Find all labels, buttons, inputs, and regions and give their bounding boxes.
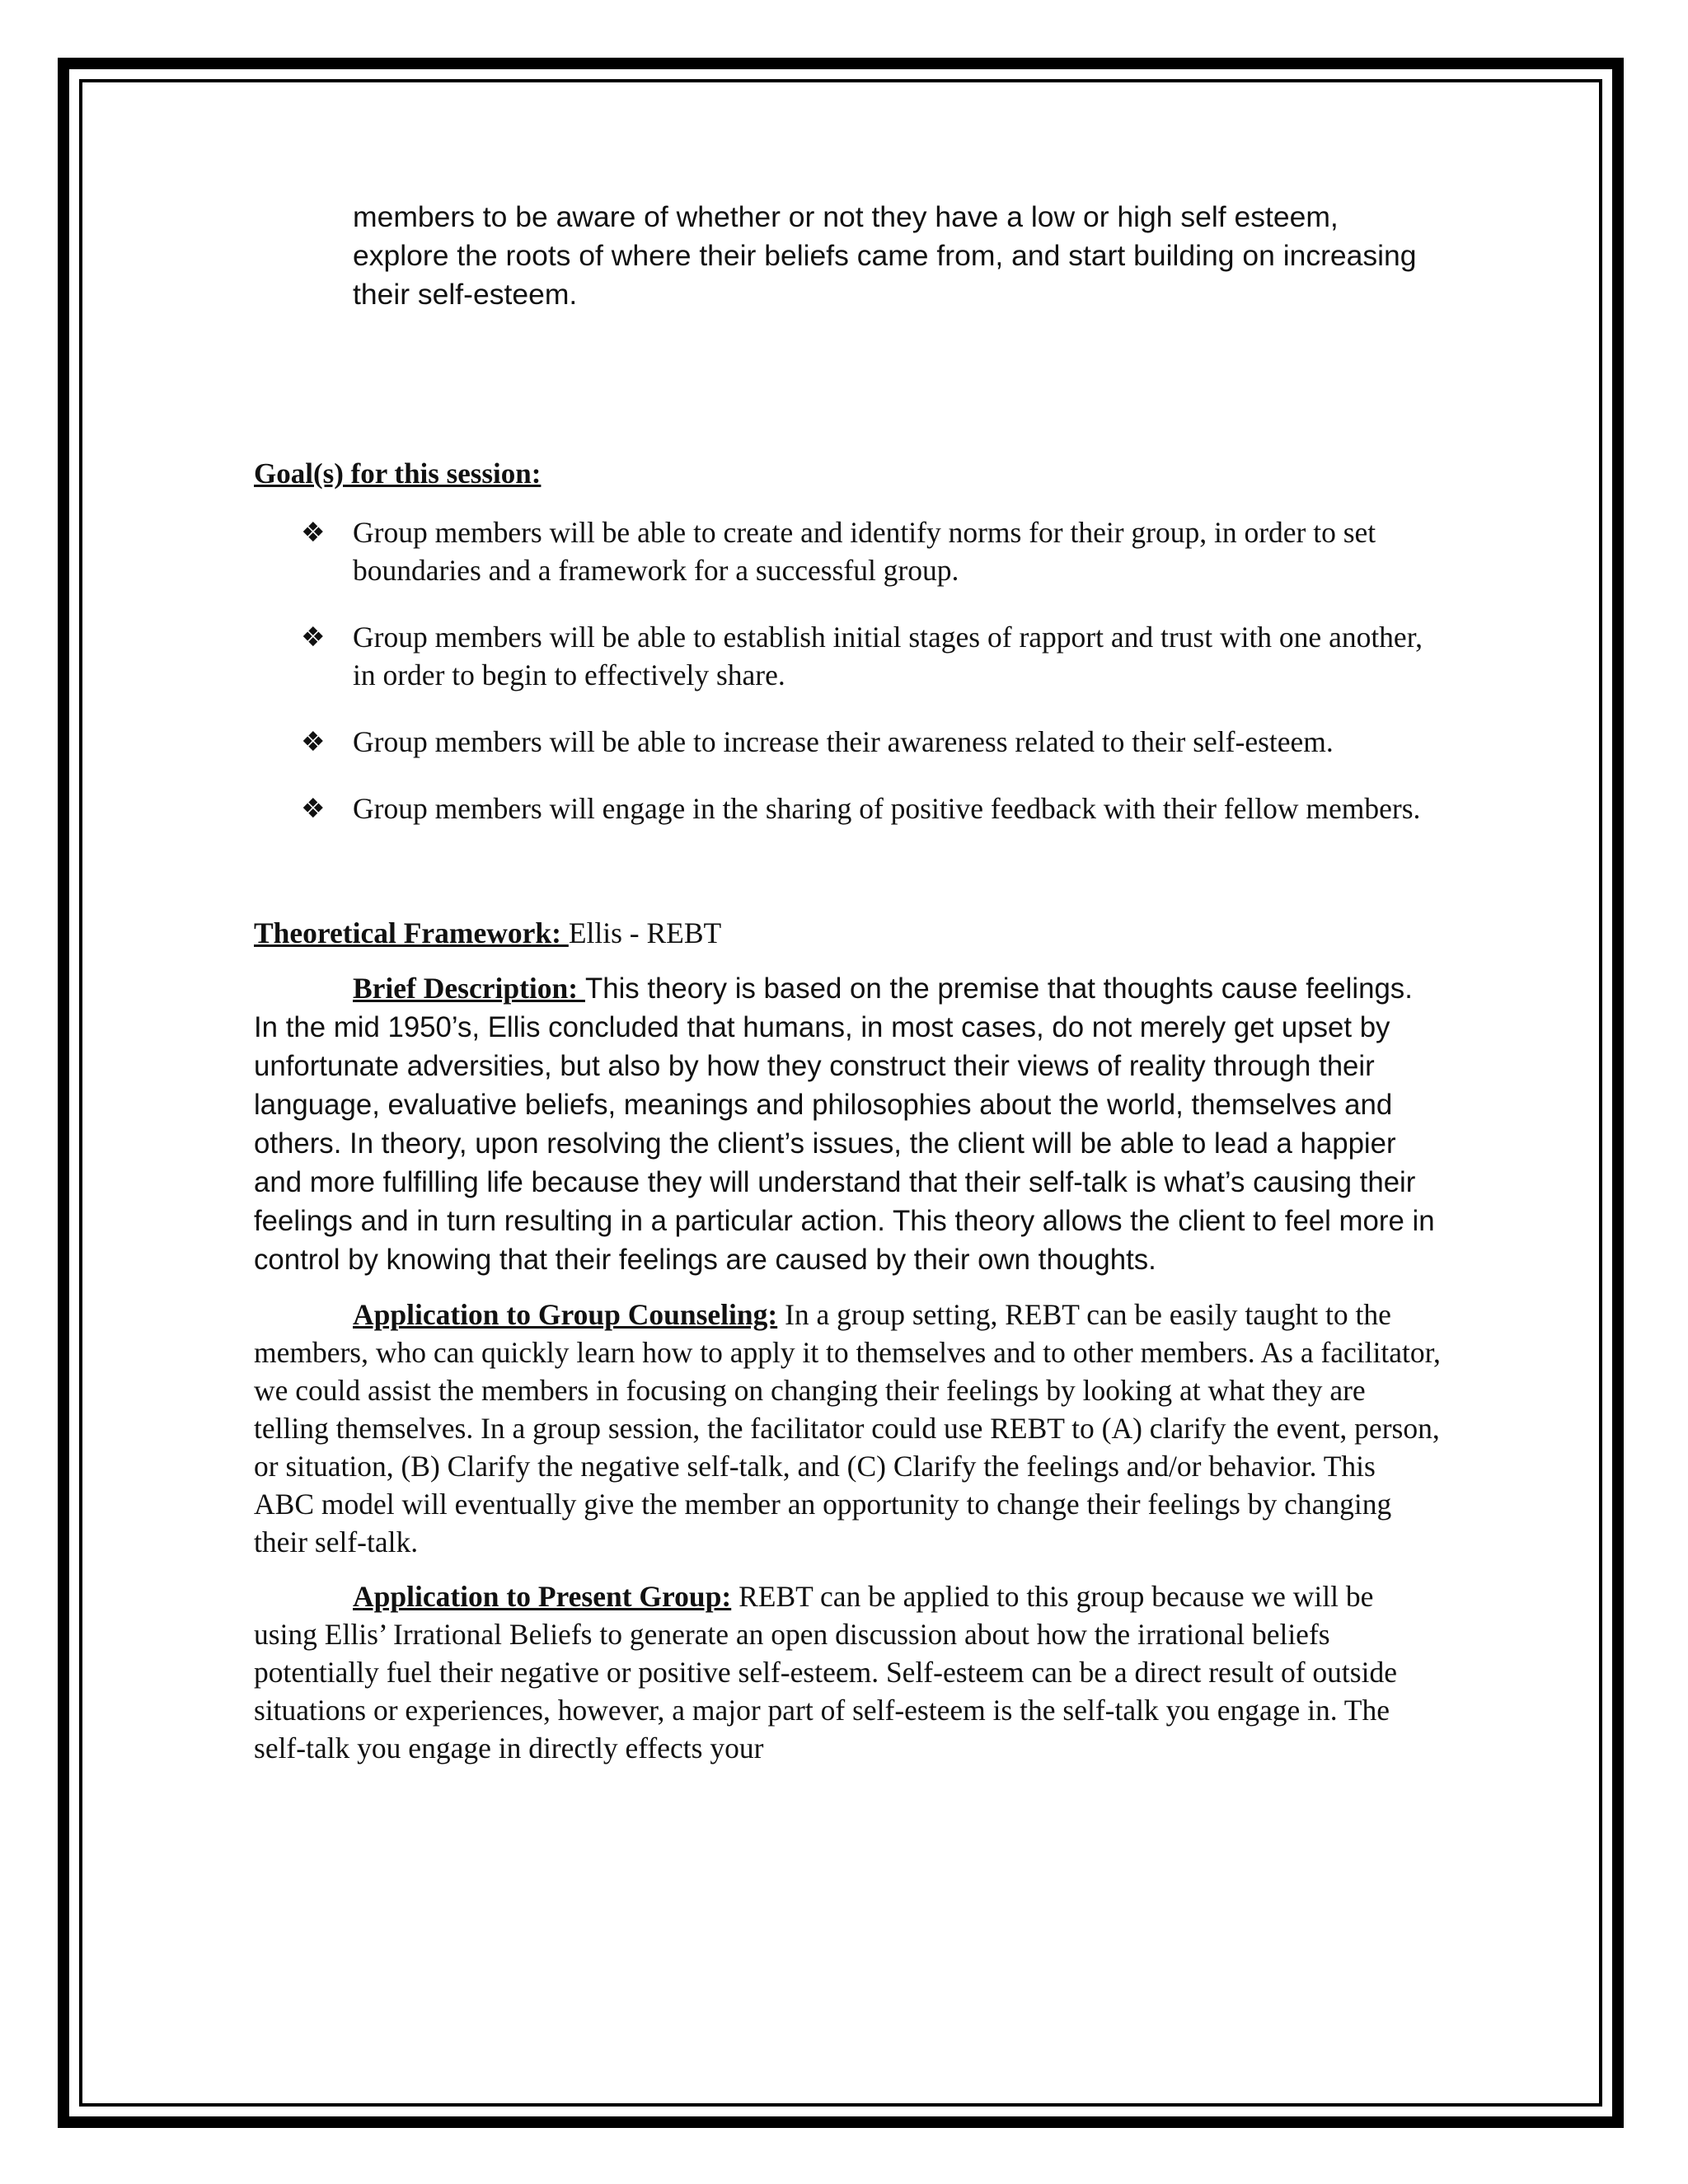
goal-item <box>254 513 1441 589</box>
group-counseling-label: Application to Group Counseling: <box>353 1298 778 1331</box>
present-group-label: Application to Present Group: <box>353 1580 732 1613</box>
brief-description-label: Brief Description: <box>353 972 585 1005</box>
framework-heading: Theoretical Framework: <box>254 916 569 949</box>
goal-text: Group members will be able to increase their awareness related to their self-esteem. <box>353 725 1334 758</box>
goal-item <box>254 618 1441 694</box>
brief-description-paragraph <box>254 969 1441 1279</box>
group-counseling-paragraph <box>254 1296 1441 1561</box>
diamond-bullet-icon: ❖ <box>301 792 326 824</box>
intro-paragraph: members to be aware of whether or not they have a low or high self esteem, explore the roots of where their beliefs came from, and start building on increasing their self-esteem. <box>353 200 1417 311</box>
diamond-bullet-icon: ❖ <box>301 621 326 653</box>
present-group-paragraph <box>254 1577 1441 1767</box>
diamond-bullet-icon: ❖ <box>301 725 326 757</box>
document-body <box>254 198 1441 1767</box>
diamond-bullet-icon: ❖ <box>301 516 326 548</box>
goal-item <box>254 790 1441 827</box>
theoretical-framework-line <box>254 914 1441 953</box>
goals-list <box>254 513 1441 827</box>
goal-text: Group members will be able to establish initial stages of rapport and trust with one another, in order to begin to effectively share. <box>353 621 1423 691</box>
brief-description-text: This theory is based on the premise that thoughts cause feelings. In the mid 1950’s, Ellis concluded that humans, in most cases, do not merely get upset by unfortunate adversities, but also by how they construct their views of reality through their language, evaluative beliefs, meanings and philosophies about the world, themselves and others. In theory, upon resolving the client’s issues, the client will be able to lead a happier and more fulfilling life because they will understand that their self-talk is what’s causing their feelings and in turn resulting in a particular action. This theory allows the client to feel more in control by knowing that their feelings are caused by their own thoughts. <box>254 972 1435 1276</box>
group-counseling-text: In a group setting, REBT can be easily taught to the members, who can quickly learn how to apply it to themselves and to other members. As a facilitator, we could assist the members in focusing on changing their feelings by looking at what they are telling themselves. In a group session, the facilitator could use REBT to (A) clarify the event, person, or situation, (B) Clarify the negative self-talk, and (C) Clarify the feelings and/or behavior. This ABC model will eventually give the member an opportunity to change their feelings by changing their self-talk. <box>254 1298 1441 1558</box>
present-group-text: REBT can be applied to this group because we will be using Ellis’ Irrational Beliefs to generate an open discussion about how the irrational beliefs potentially fuel their negative or positive self-esteem. Self-esteem can be a direct result of outside situations or experiences, however, a major part of self-esteem is the self-talk you engage in. The self-talk you engage in directly effects your <box>254 1580 1397 1765</box>
framework-value: Ellis - REBT <box>568 916 722 949</box>
goal-text: Group members will be able to create and identify norms for their group, in order to set boundaries and a framework for a successful group. <box>353 516 1376 587</box>
goal-item <box>254 723 1441 761</box>
goal-text: Group members will engage in the sharing of positive feedback with their fellow members. <box>353 792 1421 825</box>
goals-heading: Goal(s) for this session: <box>254 457 542 490</box>
